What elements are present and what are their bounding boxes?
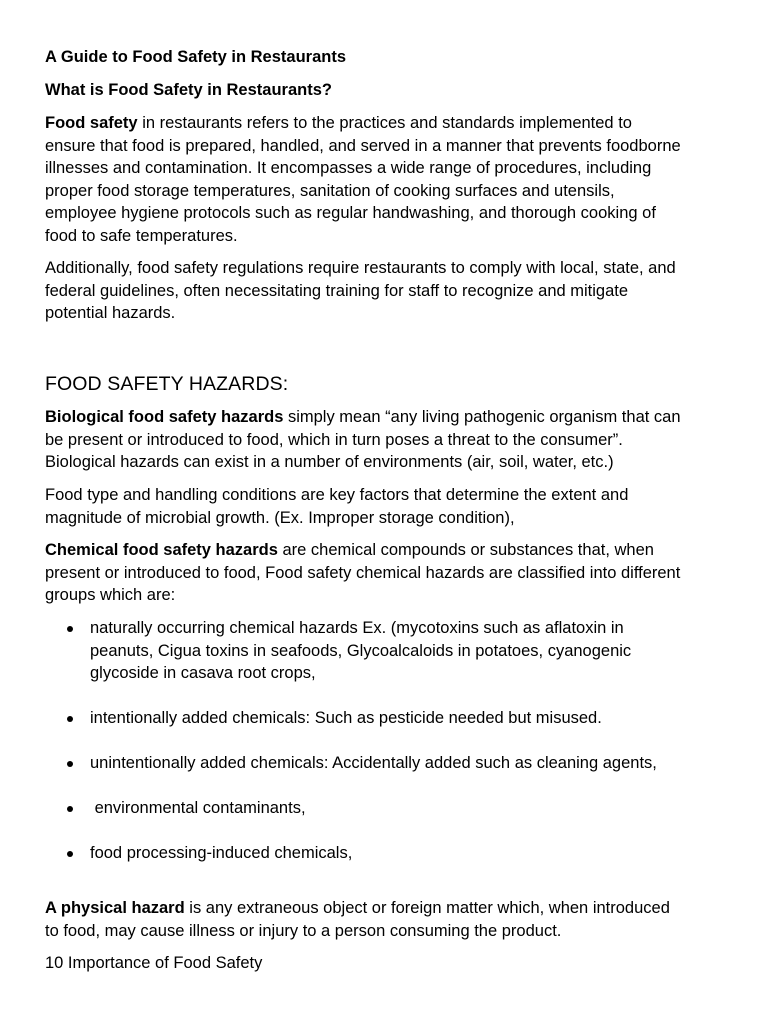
biological-line xyxy=(45,406,681,429)
intro-lead-term: Food safety xyxy=(45,114,138,132)
physical-line xyxy=(45,897,670,920)
chemical-line xyxy=(45,539,680,562)
bullet-icon xyxy=(67,851,73,857)
list-item-text xyxy=(90,752,657,775)
list-item-line: naturally occurring chemical hazards Ex. (mycotoxins such as aflatoxin in xyxy=(90,619,624,637)
bullet-icon xyxy=(67,806,73,812)
physical-paragraph xyxy=(45,897,670,942)
intro-line-text: in restaurants refers to the practices and standards implemented to xyxy=(137,114,632,132)
list-item-line: intentionally added chemicals: Such as pesticide needed but misused. xyxy=(90,709,602,727)
list-item-line: unintentionally added chemicals: Accidentally added such as cleaning agents, xyxy=(90,754,657,772)
list-item-line: environmental contaminants, xyxy=(90,799,306,817)
physical-line-text: is any extraneous object or foreign matter which, when introduced xyxy=(184,899,670,917)
regulations-line: potential hazards. xyxy=(45,304,176,322)
list-item-text xyxy=(90,617,631,685)
list-item-line: glycoside in casava root crops, xyxy=(90,664,316,682)
hazards-heading: FOOD SAFETY HAZARDS: xyxy=(45,373,289,395)
bullet-icon xyxy=(67,761,73,767)
chemical-line-text: are chemical compounds or substances that, when xyxy=(277,541,654,559)
food-type-paragraph xyxy=(45,484,628,529)
document-title: A Guide to Food Safety in Restaurants xyxy=(45,48,347,66)
section-subtitle: What is Food Safety in Restaurants? xyxy=(45,81,332,99)
chemical-line: present or introduced to food, Food safety chemical hazards are classified into different xyxy=(45,563,681,582)
intro-line xyxy=(45,112,681,135)
biological-line: be present or introduced to food, which in turn poses a threat to the consumer”. xyxy=(45,430,623,449)
chemical-line: groups which are: xyxy=(45,586,176,604)
biological-paragraph xyxy=(45,406,681,474)
intro-line: food to safe temperatures. xyxy=(45,226,238,245)
bullet-icon xyxy=(67,626,73,632)
food-type-line: Food type and handling conditions are key factors that determine the extent and xyxy=(45,486,629,504)
regulations-line: Additionally, food safety regulations require restaurants to comply with local, state, and xyxy=(45,259,676,277)
list-item-text xyxy=(90,842,352,865)
intro-line: illnesses and contamination. It encompasses a wide range of procedures, including xyxy=(45,159,652,177)
regulations-line: federal guidelines, often necessitating training for staff to recognize and mitigate xyxy=(45,281,629,300)
intro-line: proper food storage temperatures, sanitation of cooking surfaces and utensils, xyxy=(45,181,615,200)
intro-line: employee hygiene protocols such as regular handwashing, and thorough cooking of xyxy=(45,204,656,222)
chemical-paragraph xyxy=(45,539,680,607)
chemical-lead-term: Chemical food safety hazards xyxy=(45,541,278,559)
intro-paragraph xyxy=(45,112,681,247)
intro-line: ensure that food is prepared, handled, and served in a manner that prevents foodborne xyxy=(45,136,681,155)
next-section-title: 10 Importance of Food Safety xyxy=(45,954,263,972)
list-item-line: food processing-induced chemicals, xyxy=(90,844,353,862)
physical-line: to food, may cause illness or injury to a person consuming the product. xyxy=(45,921,562,940)
bullet-icon xyxy=(67,716,73,722)
food-type-line: magnitude of microbial growth. (Ex. Improper storage condition), xyxy=(45,508,515,527)
biological-line-text: simply mean “any living pathogenic organism that can xyxy=(283,408,681,426)
list-item-text xyxy=(90,797,306,820)
biological-lead-term: Biological food safety hazards xyxy=(45,408,284,426)
list-item-text xyxy=(90,707,602,730)
regulations-paragraph xyxy=(45,257,676,325)
biological-line: Biological hazards can exist in a number of environments (air, soil, water, etc.) xyxy=(45,453,614,471)
list-item-line: peanuts, Cigua toxins in seafoods, Glycoalcaloids in potatoes, cyanogenic xyxy=(90,641,632,660)
physical-lead-term: A physical hazard xyxy=(45,899,185,917)
